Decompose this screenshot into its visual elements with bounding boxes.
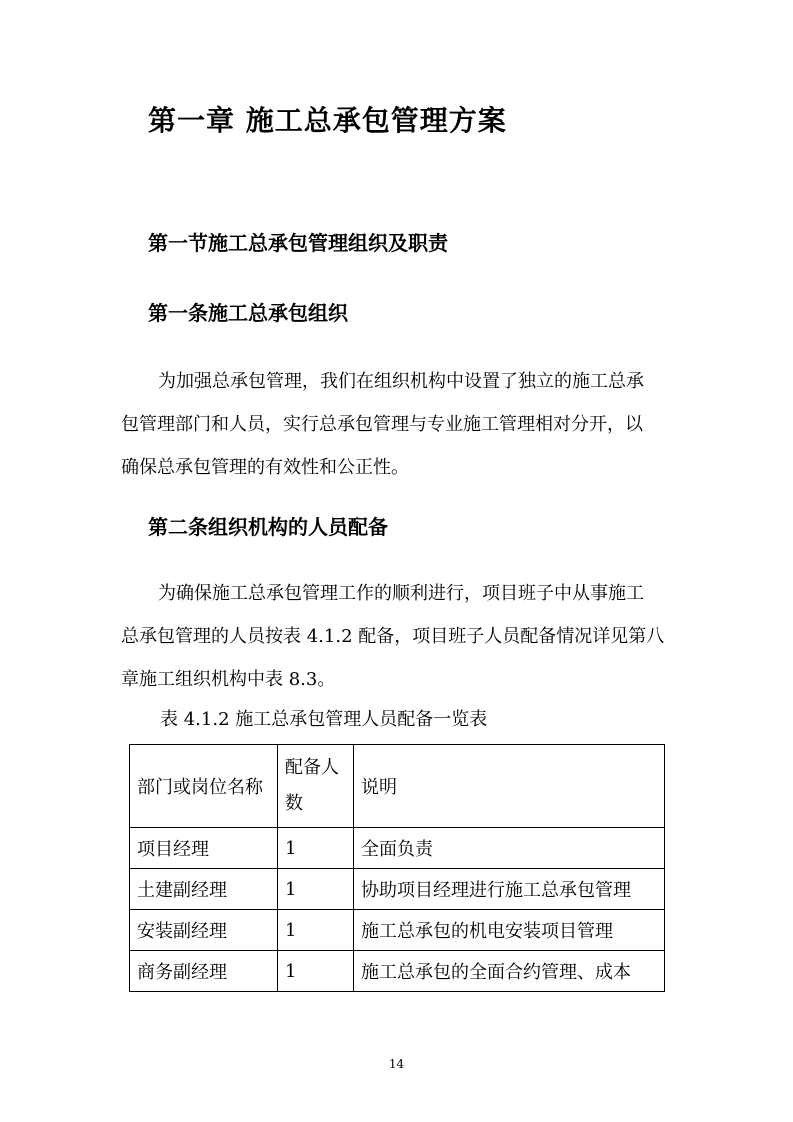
cell-count: 1 [278,869,354,910]
cell-position: 项目经理 [130,828,278,869]
cell-description: 施工总承包的机电安装项目管理 [354,910,665,951]
table-caption: 表 4.1.2 施工总承包管理人员配备一览表 [160,709,488,730]
cell-description: 全面负责 [354,828,665,869]
header-description: 说明 [354,745,665,828]
cell-count: 1 [278,828,354,869]
header-count [278,745,354,828]
header-count-line2: 数 [285,793,303,814]
header-count-line1: 配备人 [285,757,339,778]
paragraph-line: 为加强总承包管理，我们在组织机构中设置了独立的施工总承 [158,371,644,392]
cell-position: 土建副经理 [130,869,278,910]
staffing-table [129,744,665,992]
paragraph-line: 包管理部门和人员，实行总承包管理与专业施工管理相对分开，以 [121,414,643,435]
chapter-title: 第一章 施工总承包管理方案 [148,104,507,137]
cell-description: 施工总承包的全面合约管理、成本 [354,951,665,992]
cell-description: 协助项目经理进行施工总承包管理 [354,869,665,910]
cell-position: 商务副经理 [130,951,278,992]
cell-count: 1 [278,951,354,992]
header-position: 部门或岗位名称 [130,745,278,828]
table-row [130,869,665,910]
article-1-paragraph [121,360,681,489]
table-row [130,828,665,869]
cell-position: 安装副经理 [130,910,278,951]
cell-count: 1 [278,910,354,951]
article-2-title: 第二条组织机构的人员配备 [148,515,388,539]
table-header-row [130,745,665,828]
article-2-paragraph [121,572,681,701]
table-row [130,951,665,992]
article-1-title: 第一条施工总承包组织 [148,301,348,325]
page-number: 14 [388,1057,405,1071]
paragraph-line: 总承包管理的人员按表 4.1.2 配备，项目班子人员配备情况详见第八 [121,626,665,647]
paragraph-line: 确保总承包管理的有效性和公正性。 [121,457,409,478]
paragraph-line: 章施工组织机构中表 8.3。 [121,669,336,690]
paragraph-line: 为确保施工总承包管理工作的顺利进行，项目班子中从事施工 [158,583,644,604]
section-title: 第一节施工总承包管理组织及职责 [148,231,448,255]
table-row [130,910,665,951]
